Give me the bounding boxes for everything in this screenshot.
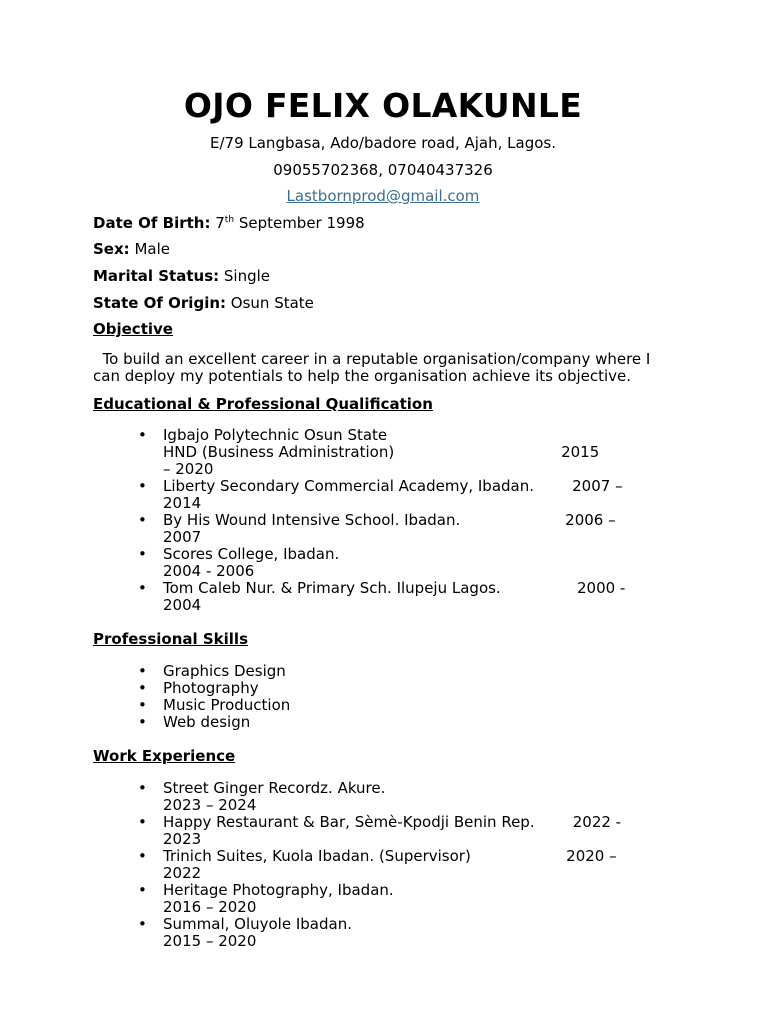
work-item: Trinich Suites, Kuola Ibadan. (Supervisor) 2020 – 2022	[163, 846, 617, 882]
bullet-icon: •	[138, 914, 147, 933]
work-item: Heritage Photography, Ibadan. 2016 – 2020	[163, 880, 394, 916]
bullet-icon: •	[138, 477, 147, 496]
list-item	[93, 427, 673, 478]
bullet-icon: •	[138, 545, 147, 564]
education-item: Liberty Secondary Commercial Academy, Ibadan. 2007 – 2014	[163, 477, 623, 513]
list-item	[93, 848, 673, 882]
work-heading: Work Experience	[93, 746, 236, 765]
list-item	[93, 780, 673, 814]
bullet-icon: •	[138, 846, 147, 865]
list-item	[93, 546, 673, 580]
list-item	[93, 814, 673, 848]
education-item: Scores College, Ibadan. 2004 - 2006	[163, 545, 340, 581]
bullet-icon: •	[138, 678, 147, 697]
skills-list	[93, 663, 673, 731]
origin-label: State Of Origin:	[93, 293, 227, 312]
bullet-icon: •	[138, 695, 147, 714]
list-item	[93, 580, 673, 614]
origin-value: Osun State	[230, 293, 314, 312]
skill-item: Web design	[163, 712, 251, 731]
marital-value: Single	[223, 266, 271, 285]
bullet-icon: •	[138, 579, 147, 598]
address: E/79 Langbasa, Ado/badore road, Ajah, Lagos.	[210, 134, 556, 152]
bullet-icon: •	[138, 661, 147, 680]
list-item	[93, 916, 673, 950]
sex	[93, 236, 673, 263]
resume-page	[93, 84, 673, 962]
list-item	[93, 663, 673, 680]
list-item	[93, 882, 673, 916]
dob-day: 7	[215, 213, 225, 232]
dob-rest: September 1998	[238, 213, 365, 232]
list-item	[93, 478, 673, 512]
objective-text: To build an excellent career in a reputable organisation/company where I can deploy my potentials to help the organisation achieve its objective.	[93, 349, 656, 385]
marital-label: Marital Status:	[93, 266, 220, 285]
skill-item: Music Production	[163, 695, 291, 714]
sex-value: Male	[134, 240, 170, 259]
education-list	[93, 427, 673, 614]
objective-heading: Objective	[93, 320, 173, 339]
work-item: Street Ginger Recordz. Akure. 2023 – 2024	[163, 778, 386, 814]
sex-label: Sex:	[93, 240, 130, 259]
education-heading: Educational & Professional Qualification	[93, 394, 433, 413]
bullet-icon: •	[138, 880, 147, 899]
list-item	[93, 697, 673, 714]
list-item	[93, 714, 673, 731]
dob-label: Date Of Birth:	[93, 213, 211, 232]
work-item: Summal, Oluyole Ibadan. 2015 – 2020	[163, 914, 352, 950]
list-item	[93, 680, 673, 697]
skill-item: Photography	[163, 678, 259, 697]
education-item: Tom Caleb Nur. & Primary Sch. Ilupeju Lagos. 2000 - 2004	[163, 579, 626, 615]
work-list	[93, 780, 673, 950]
skills-heading: Professional Skills	[93, 630, 248, 649]
work-item: Happy Restaurant & Bar, Sèmè-Kpodji Benin Rep. 2022 - 2023	[163, 812, 622, 848]
dob-suffix: th	[224, 214, 235, 225]
state-of-origin	[93, 290, 673, 317]
phone-numbers: 09055702368, 07040437326	[273, 160, 493, 179]
bullet-icon: •	[138, 426, 147, 445]
bullet-icon: •	[138, 812, 147, 831]
date-of-birth	[93, 210, 673, 237]
marital-status	[93, 263, 673, 290]
list-item	[93, 512, 673, 546]
email-link[interactable]: Lastbornprod@gmail.com	[286, 187, 480, 206]
education-item: Igbajo Polytechnic Osun State HND (Business Administration) 2015 – 2020	[163, 426, 600, 479]
bullet-icon: •	[138, 778, 147, 797]
skill-item: Graphics Design	[163, 661, 286, 680]
bullet-icon: •	[138, 712, 147, 731]
applicant-name: OJO FELIX OLAKUNLE	[183, 86, 583, 125]
education-item: By His Wound Intensive School. Ibadan. 2006 – 2007	[163, 511, 616, 547]
email-line	[93, 183, 673, 210]
bullet-icon: •	[138, 511, 147, 530]
